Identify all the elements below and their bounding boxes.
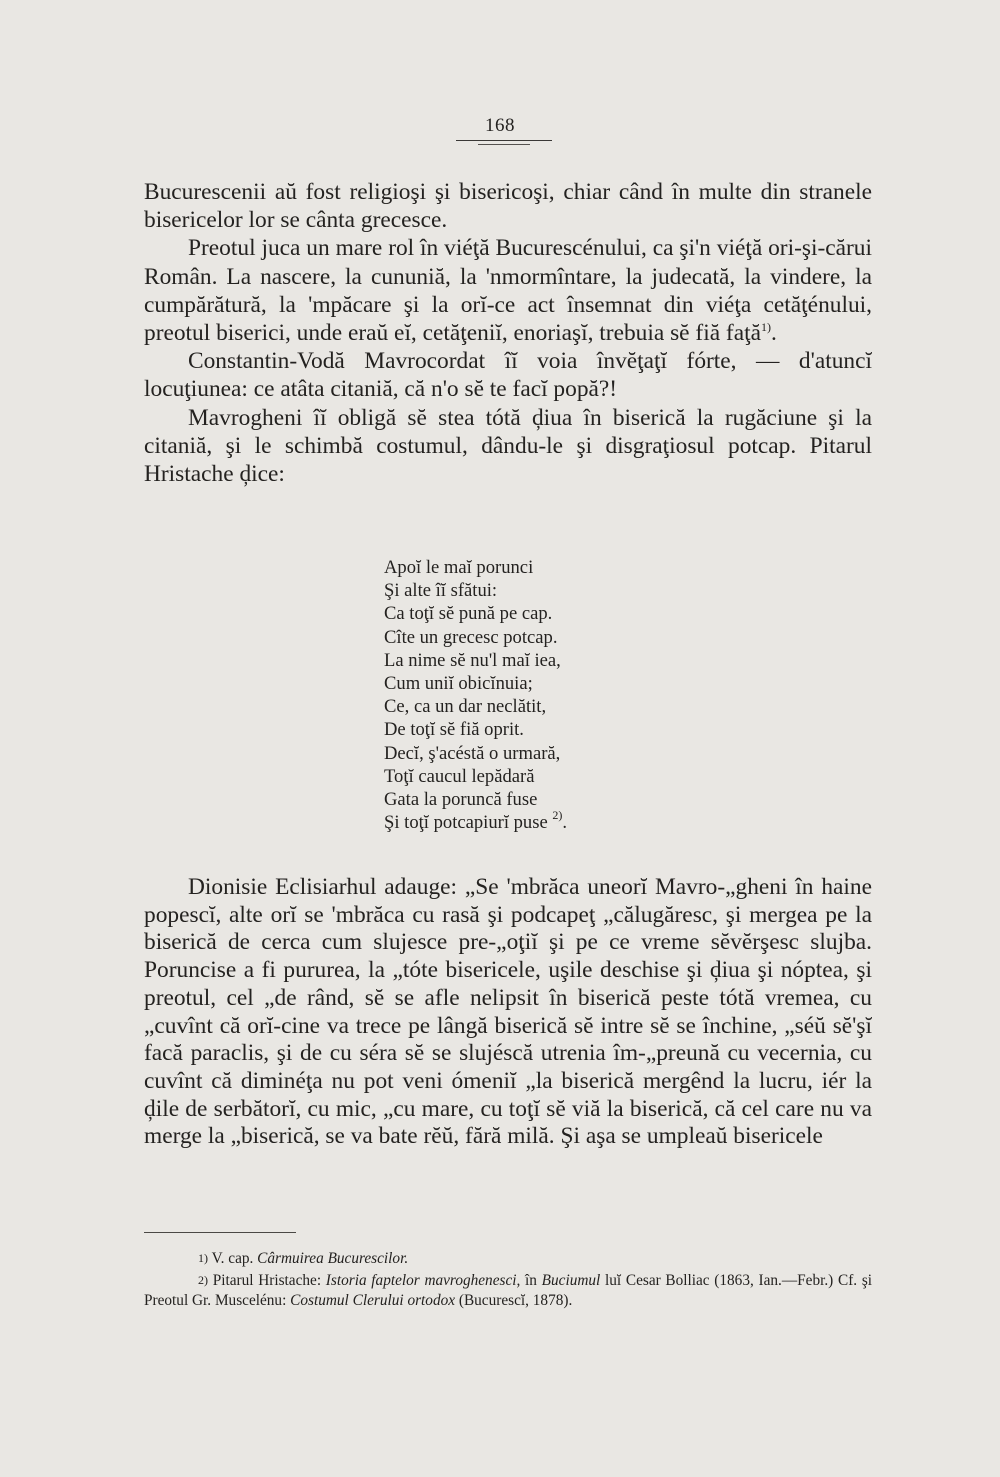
footnote-1 — [144, 1248, 872, 1270]
poem-line: Cum uniĭ obicĭnuia; — [384, 673, 533, 695]
footnote-divider — [144, 1232, 296, 1233]
poem-line: Gata la poruncă fuse — [384, 789, 538, 811]
quote-paragraph: Dionisie Eclisiarhul adauge: „Se 'mbrăca uneorĭ Mavro-„gheni în haine popescĭ, alte orĭ se 'mbrăca cu rasă şi podcapeţ „călugăresc, şi mergea pe la biserică de cerca cum slujesce pre-„oţiĭ şi pe ce vreme sĕvĕrşesc slujba. Poruncise a fi pururea, la „tóte bisericele, uşile deschise şi ḑiua şi nóptea, şi preotul, cel „de rând, sĕ se afle nelipsit în biserică peste tótă vremea, cu „cuvînt că orĭ-cine va trece pe lângă biserică sĕ intre sĕ se închine, „séŭ sĕ'şĭ facă paraclis, şi de cu séra sĕ se slujéscă utrenia îm-„preună cu vecernia, cu cuvînt că diminéţa nu pot veni ómeniĭ „la biserică mergênd la lucru, iér la ḑile de serbătorĭ, cu mic, „cu mare, cu toţĭ sĕ viă la biserică, că cel care nu va merge la „biserică, se va bate rĕŭ, fără milă. Şi aşa se umpleaŭ bisericele — [144, 874, 872, 1150]
paragraph-2-text: Preotul juca un mare rol în viéţă Bucurescénului, ca şi'n viéţă ori-şi-cărui Român. La nascere, la cununiă, la 'nmormîntare, la judecată, la vindere, la cumpărătură, la 'mpăcare şi la orĭ-ce act însemnat din viéţa cetăţénului, preotul biserici, unde eraŭ eĭ, cetăţeniĭ, enoriaşĭ, trebuia sĕ fiă faţă — [144, 235, 872, 347]
quote-text — [144, 874, 872, 1151]
footnote-2-title: Istoria faptelor mavroghenesci, — [325, 1271, 521, 1289]
page-number-underline — [478, 144, 530, 145]
paragraph-3: Constantin-Vodă Mavrocordat îĭ voia învĕţaţĭ fórte, — d'atuncĭ locuţiunea: ce atâta citaniă, că n'o sĕ te facĭ popă?! — [144, 348, 872, 403]
footnote-2-journal: Buciumul — [541, 1271, 601, 1289]
footnote-2-lead: Pitarul Hristache: — [212, 1271, 322, 1289]
footnote-1-lead: V. cap. — [211, 1250, 254, 1267]
paragraph-2 — [144, 234, 872, 347]
poem-block — [384, 556, 744, 834]
paragraph-4: Mavrogheni îĭ obligă sĕ stea tótă ḑiua în biserică la rugăciune şi la citaniă, şi le schimbă costumul, dându-le şi disgraţiosul potcap. Pitarul Hristache ḑice: — [144, 404, 872, 488]
page-number: 168 — [485, 115, 515, 136]
paragraph-2-end: . — [770, 320, 777, 347]
footnote-1-title: Cârmuirea Bucurescilor. — [257, 1250, 409, 1267]
poem-last-line — [384, 808, 744, 834]
poem-last-line-end: . — [562, 812, 568, 834]
poem-line: Toţĭ caucul lepădară — [384, 765, 535, 787]
footnote-2 — [144, 1270, 872, 1312]
body-text — [144, 178, 872, 488]
footnote-2-mark: 2) — [198, 1272, 208, 1287]
poem-line: Şi alte îĭ sfătui: — [384, 580, 498, 602]
footnote-2-after-journal: luĭ Cesar Bolliac (1863, Ian.—Febr.) Cf. şi Preotul Gr. Muscelénu: — [144, 1271, 873, 1309]
footnote-2-mid: în — [525, 1271, 537, 1289]
poem-line: La nime sĕ nu'l maĭ iea, — [384, 649, 561, 671]
footnote-2-tail: (Bucurescĭ, 1878). — [458, 1292, 573, 1309]
page-number-rule — [456, 140, 552, 141]
poem-line: Apoĭ le maĭ porunci — [384, 557, 534, 578]
footnote-ref-2: 2) — [552, 808, 563, 823]
poem-line: Decĭ, ş'acéstă o urmară, — [384, 742, 561, 764]
footnote-2-title2: Costumul Clerului ortodox — [290, 1292, 456, 1309]
footnote-1-mark: 1) — [198, 1251, 208, 1265]
footnotes — [144, 1248, 872, 1312]
poem-line: Ce, ca un dar neclătit, — [384, 696, 547, 718]
poem-line: Cîte un grecesc potcap. — [384, 626, 558, 648]
poem-line: Ca toţĭ sĕ pună pe cap. — [384, 603, 553, 625]
paragraph-1: Bucurescenii aŭ fost religioşi şi bisericoşi, chiar când în multe din stranele bisericelor lor se cânta grecesce. — [144, 179, 872, 234]
poem-line: De toţĭ sĕ fiă oprit. — [384, 719, 524, 741]
poem-last-line-text: Şi toţĭ potcapiurĭ puse — [384, 812, 548, 834]
footnote-ref-1: 1) — [760, 320, 771, 335]
